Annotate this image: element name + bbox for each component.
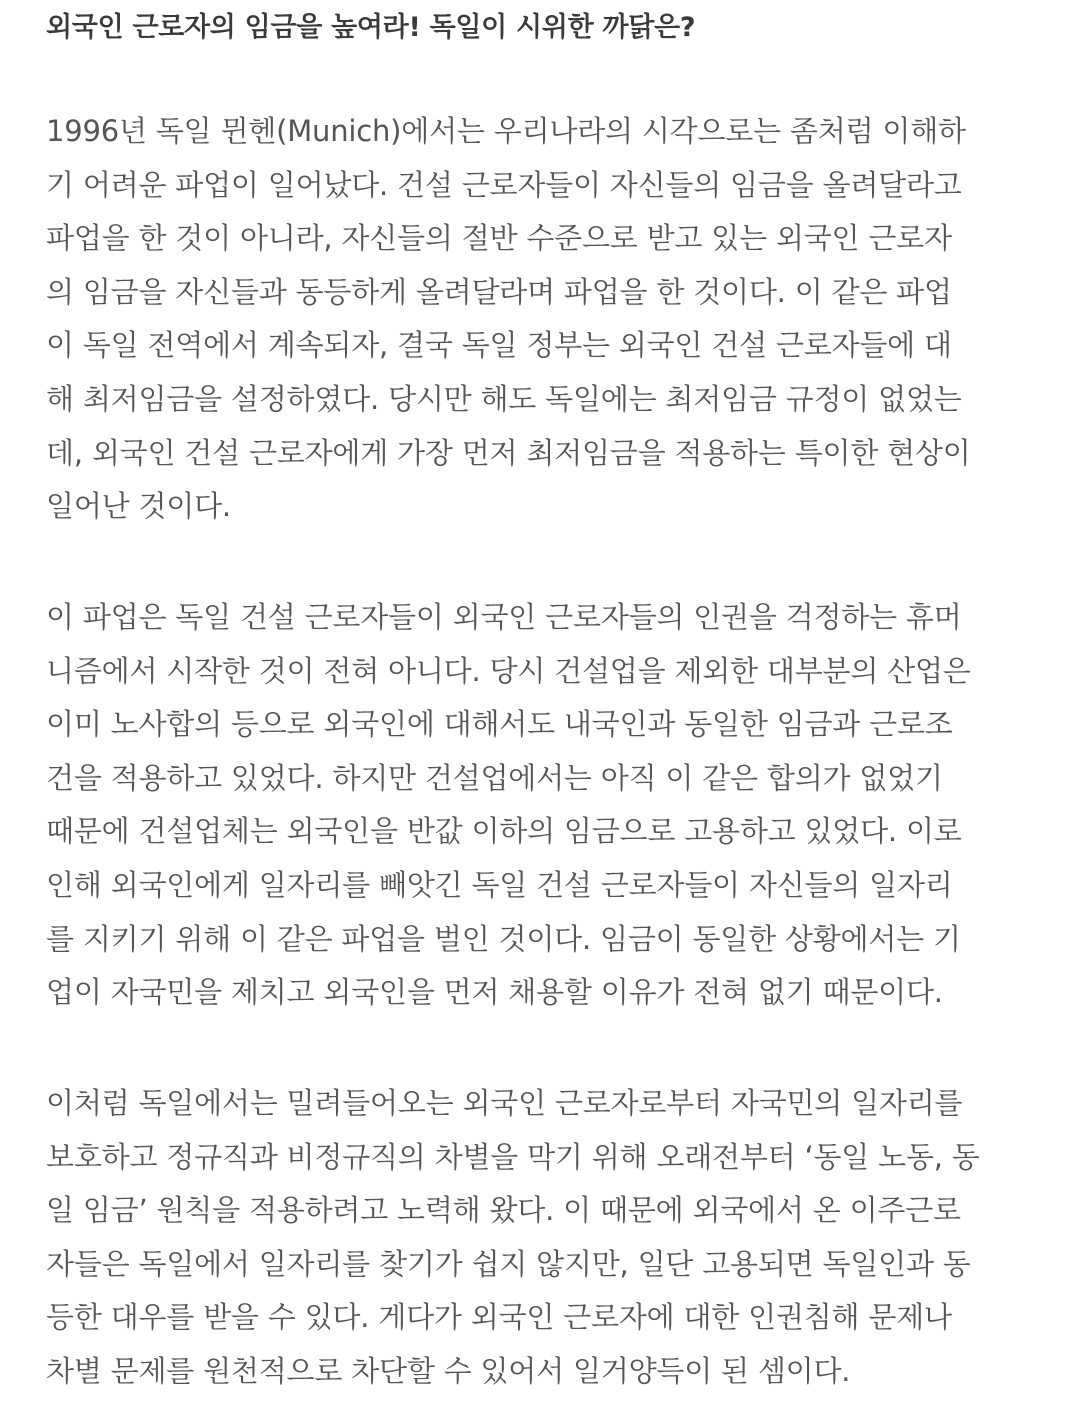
paragraph-line: 데, 외국인 건설 근로자에게 가장 먼저 최저임금을 적용하는 특이한 현상이 — [46, 435, 971, 470]
paragraph-line: 1996년 독일 뮌헨(Munich)에서는 우리나라의 시각으로는 좀처럼 이해하 — [46, 114, 966, 148]
paragraph-line: 의 임금을 자신들과 동등하게 올려달라며 파업을 한 것이다. 이 같은 파업 — [46, 274, 952, 309]
paragraph-line: 일어난 것이다. — [46, 489, 231, 524]
paragraph-line: 를 지키기 위해 이 같은 파업을 벌인 것이다. 임금이 동일한 상황에서는 기 — [46, 921, 961, 956]
paragraph-line: 인해 외국인에게 일자리를 빼앗긴 독일 건설 근로자들이 자신들의 일자리 — [46, 867, 953, 902]
paragraph-line: 자들은 독일에서 일자리를 찾기가 쉽지 않지만, 일단 고용되면 독일인과 동 — [46, 1246, 971, 1281]
paragraph-line: 업이 자국민을 제치고 외국인을 먼저 채용할 이유가 전혀 없기 때문이다. — [46, 975, 943, 1010]
paragraph-line: 이 독일 전역에서 계속되자, 결국 독일 정부는 외국인 건설 근로자들에 대 — [46, 328, 952, 363]
paragraph-line: 차별 문제를 원천적으로 차단할 수 있어서 일거양득이 된 셈이다. — [46, 1353, 851, 1388]
paragraph-line: 파업을 한 것이 아니라, 자신들의 절반 수준으로 받고 있는 외국인 근로자 — [46, 221, 952, 256]
paragraph-line: 건을 적용하고 있었다. 하지만 건설업에서는 아직 이 같은 합의가 없었기 — [46, 760, 943, 795]
paragraph-line: 해 최저임금을 설정하였다. 당시만 해도 독일에는 최저임금 규정이 없었는 — [46, 381, 962, 416]
article-title: 외국인 근로자의 임금을 높여라! 독일이 시위한 까닭은? — [46, 12, 696, 43]
paragraph-line: 기 어려운 파업이 일어났다. 건설 근로자들이 자신들의 임금을 올려달라고 — [46, 167, 962, 202]
paragraph-line: 등한 대우를 받을 수 있다. 게다가 외국인 근로자에 대한 인권침해 문제나 — [46, 1300, 952, 1335]
paragraph-line: 이미 노사합의 등으로 외국인에 대해서도 내국인과 동일한 임금과 근로조 — [46, 707, 953, 742]
paragraph-line: 일 임금’ 원칙을 적용하려고 노력해 왔다. 이 때문에 외국에서 온 이주근로 — [46, 1193, 961, 1228]
paragraph-line: 이처럼 독일에서는 밀려들어오는 외국인 근로자로부터 자국민의 일자리를 — [46, 1086, 963, 1120]
paragraph-2 — [46, 591, 971, 1020]
paragraph-line: 이 파업은 독일 건설 근로자들이 외국인 근로자들의 인권을 걱정하는 휴머 — [46, 600, 962, 634]
paragraph-1 — [46, 105, 971, 534]
paragraph-3 — [46, 1077, 980, 1399]
paragraph-line: 니즘에서 시작한 것이 전혀 아니다. 당시 건설업을 제외한 대부분의 산업은 — [46, 653, 971, 688]
paragraph-line: 때문에 건설업체는 외국인을 반값 이하의 임금으로 고용하고 있었다. 이로 — [46, 814, 962, 849]
paragraph-line: 보호하고 정규직과 비정규직의 차별을 막기 위해 오래전부터 ‘동일 노동, 동 — [46, 1139, 980, 1174]
